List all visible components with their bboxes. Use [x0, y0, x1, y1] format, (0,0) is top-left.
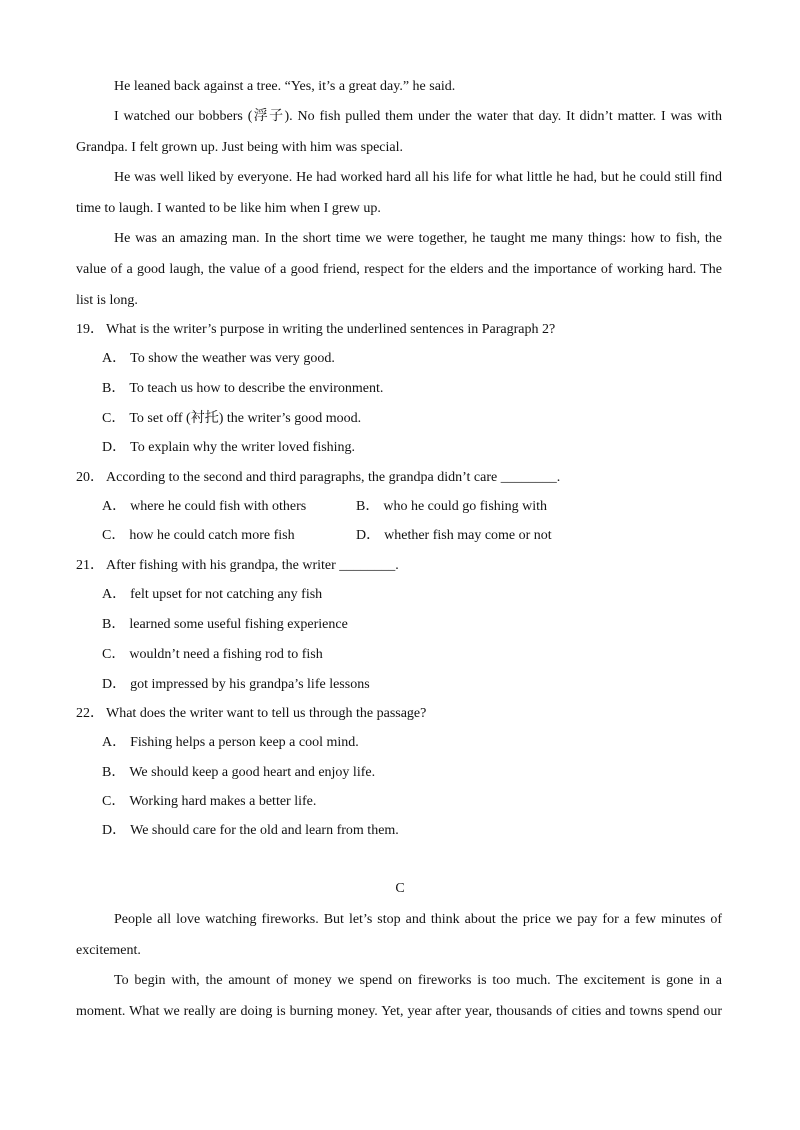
question-text: After fishing with his grandpa, the writer ________. — [106, 558, 399, 573]
question-22-stem — [76, 705, 426, 723]
question-text: What does the writer want to tell us through the passage? — [106, 706, 427, 721]
paragraph-line: value of a good laugh, the value of a good friend, respect for the elders and the importance of working hard. The — [76, 262, 722, 277]
paragraph-line: He was well liked by everyone. He had worked hard all his life for what little he had, but he could still find — [114, 170, 722, 185]
section-heading: C — [395, 881, 405, 896]
paragraph-line: He was an amazing man. In the short time we were together, he taught me many things: how to fish, the — [114, 231, 722, 246]
paragraph-line: He leaned back against a tree. “Yes, it’s a great day.” he said. — [114, 79, 456, 94]
option-21-c: C． wouldn’t need a fishing rod to fish — [102, 647, 323, 662]
question-19-stem — [76, 321, 555, 339]
option-21-a: A． felt upset for not catching any fish — [102, 587, 323, 602]
option-19-b: B． To teach us how to describe the environment. — [102, 381, 384, 396]
option-19-d: D． To explain why the writer loved fishing. — [102, 440, 356, 455]
option-19-a: A． To show the weather was very good. — [102, 351, 335, 366]
paragraph-line: list is long. — [76, 293, 138, 308]
option-22-a: A． Fishing helps a person keep a cool mind. — [102, 735, 359, 750]
paragraph-line: time to laugh. I wanted to be like him when I grew up. — [76, 201, 381, 216]
paragraph-line: I watched our bobbers (浮子). No fish pulled them under the water that day. It didn’t matter. I was with — [114, 109, 722, 124]
paragraph-line: moment. What we really are doing is burning money. Yet, year after year, thousands of cities and towns spend our — [76, 1004, 722, 1019]
option-20-d: D． whether fish may come or not — [356, 528, 552, 543]
option-21-d: D． got impressed by his grandpa’s life lessons — [102, 677, 370, 692]
question-number: 19． — [76, 322, 104, 337]
paragraph-line: To begin with, the amount of money we spend on fireworks is too much. The excitement is gone in a — [114, 973, 722, 988]
option-19-c: C． To set off (衬托) the writer’s good mood. — [102, 411, 362, 426]
option-20-b: B． who he could go fishing with — [356, 499, 548, 514]
option-21-b: B． learned some useful fishing experience — [102, 617, 348, 632]
option-22-b: B． We should keep a good heart and enjoy life. — [102, 765, 376, 780]
paragraph-line: People all love watching fireworks. But let’s stop and think about the price we pay for a few minutes of — [114, 912, 722, 927]
option-20-c: C． how he could catch more fish — [102, 528, 295, 543]
option-22-d: D． We should care for the old and learn from them. — [102, 823, 399, 838]
option-22-c: C． Working hard makes a better life. — [102, 794, 317, 809]
question-20-stem — [76, 469, 560, 487]
question-number: 22． — [76, 706, 104, 721]
question-number: 20． — [76, 470, 104, 485]
question-number: 21． — [76, 558, 104, 573]
question-21-stem — [76, 557, 399, 575]
option-20-a: A． where he could fish with others — [102, 499, 307, 514]
paragraph-line: excitement. — [76, 943, 141, 958]
question-text: What is the writer’s purpose in writing the underlined sentences in Paragraph 2? — [106, 322, 556, 337]
paragraph-line: Grandpa. I felt grown up. Just being with him was special. — [76, 140, 403, 155]
question-text: According to the second and third paragraphs, the grandpa didn’t care ________. — [106, 470, 561, 485]
